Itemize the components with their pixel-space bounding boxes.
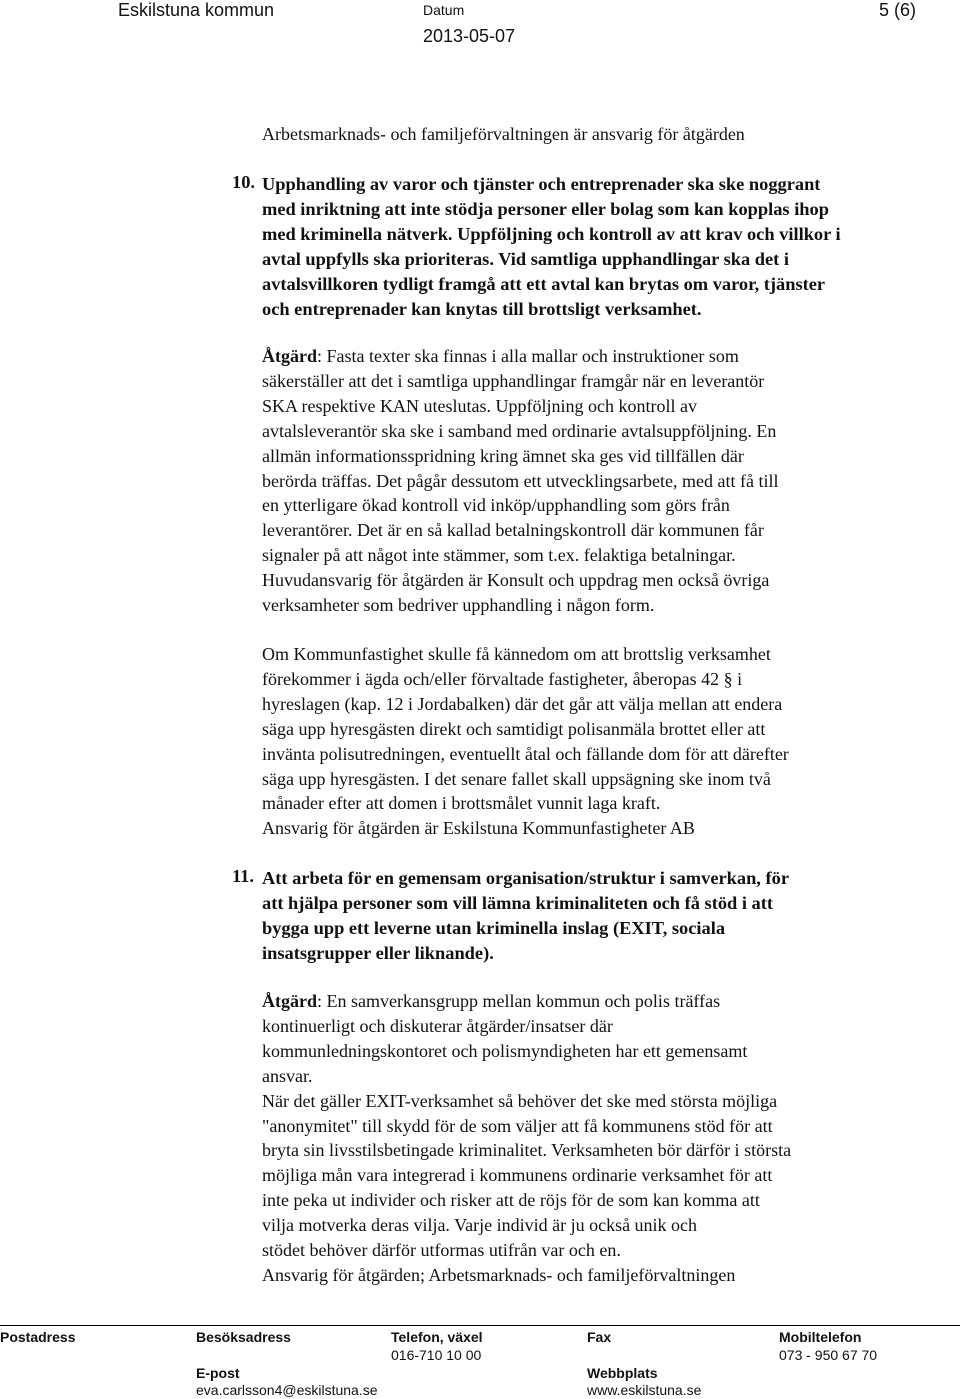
- footer-telefon: 016-710 10 00: [391, 1347, 482, 1363]
- text-line: avtalsleverantör ska ske i samband med ordinarie avtalsuppföljning. En: [262, 420, 777, 441]
- text-line: "anonymitet" till skydd för de som väljer att få kommunens stöd för att: [262, 1115, 773, 1136]
- text-line: bygga upp ett leverne utan kriminella inslag (EXIT, sociala: [262, 917, 726, 938]
- text-line: verksamheter som bedriver upphandling i någon form.: [262, 595, 655, 616]
- footer-telefon-label: Telefon, växel: [391, 1329, 483, 1345]
- text-line: stödet behöver därför utformas utifrån var och en.: [262, 1240, 621, 1261]
- text-line: leverantörer. Det är en så kallad betalningskontroll där kommunen får: [262, 520, 764, 541]
- text-line: berörda träffas. Det pågår dessutom ett utvecklingsarbete, med att få till: [262, 470, 779, 491]
- text-line: allmän informationsspridning kring ämnet ska ges vid tillfällen där: [262, 445, 744, 466]
- text-line: kontinuerligt och diskuterar åtgärder/insatser där: [262, 1015, 613, 1036]
- text-line: vilja motverka deras vilja. Varje individ är ju också unik och: [262, 1215, 698, 1236]
- text-line: och entreprenader kan knytas till brottsligt verksamhet.: [262, 298, 702, 319]
- text-line: hyreslagen (kap. 12 i Jordabalken) där det går att välja mellan att endera: [262, 693, 783, 714]
- text-line: insatsgrupper eller liknande).: [262, 942, 494, 963]
- text-line: med kriminella nätverk. Uppföljning och kontroll av att krav och villkor i: [262, 223, 841, 244]
- footer-webb[interactable]: www.eskilstuna.se: [587, 1382, 702, 1398]
- footer-webb-label: Webbplats: [587, 1365, 658, 1381]
- text-line: Ansvarig för åtgärden är Eskilstuna Kommunfastigheter AB: [262, 818, 695, 839]
- responsible-line-1: Arbetsmarknads- och familjeförvaltningen är ansvarig för åtgärden: [262, 124, 745, 144]
- text-line: möjliga mån vara integrerad i kommunens ordinarie verksamhet för att: [262, 1165, 773, 1186]
- text-line: säkerställer att det i samtliga upphandlingar framgår när en leverantör: [262, 370, 765, 391]
- action-label: Åtgärd: [262, 991, 317, 1011]
- text-line: [262, 989, 922, 1014]
- text-line: Att arbeta för en gemensam organisation/struktur i samverkan, för: [262, 868, 789, 888]
- text-line: bryta sin livsstilsbetingade kriminalitet. Verksamheten bör därför i största: [262, 1140, 792, 1161]
- text-line: avtalsvillkoren tydligt framgå att ett avtal kan brytas om varor, tjänster: [262, 273, 826, 294]
- page-number: 5 (6): [879, 0, 917, 20]
- footer-besoksadress-label: Besöksadress: [196, 1329, 291, 1345]
- text-line: med inriktning att inte stödja personer eller bolag som kan kopplas ihop: [262, 198, 829, 219]
- item-10-text: [262, 172, 922, 321]
- org-name: Eskilstuna kommun: [118, 0, 275, 20]
- item-10-number: 10.: [232, 172, 255, 192]
- text-line: säga upp hyresgästen direkt och samtidigt polisanmäla brottet eller att: [262, 718, 766, 739]
- text-line: Om Kommunfastighet skulle få kännedom om att brottslig verksamhet: [262, 644, 771, 664]
- text-line: inte peka ut individer och risker att de röjs för de som kan komma att: [262, 1190, 760, 1211]
- footer-postadress-label: Postadress: [0, 1329, 76, 1345]
- text-line: kommunledningskontoret och polismyndigheten har ett gemensamt: [262, 1040, 748, 1061]
- item-11-number: 11.: [232, 866, 254, 886]
- footer-mobil: 073 - 950 67 70: [779, 1347, 878, 1363]
- text-line: avtal uppfylls ska prioriteras. Vid samtliga upphandlingar ska det i: [262, 248, 789, 269]
- text-line: förekommer i ägda och/eller förvaltade fastigheter, åberopas 42 § i: [262, 668, 743, 689]
- text-line: Upphandling av varor och tjänster och entreprenader ska ske noggrant: [262, 174, 821, 194]
- footer-epost-label: E-post: [196, 1365, 240, 1381]
- action-text: : Fasta texter ska finnas i alla mallar och instruktioner som: [317, 346, 739, 366]
- text-line: månader efter att domen i brottsmålet vunnit laga kraft.: [262, 793, 661, 814]
- footer-epost[interactable]: eva.carlsson4@eskilstuna.se: [196, 1382, 378, 1398]
- action-10: [262, 344, 922, 618]
- text-line: ansvar.: [262, 1065, 313, 1086]
- text-line: SKA respektive KAN uteslutas. Uppföljning och kontroll av: [262, 395, 697, 416]
- text-line: [262, 344, 922, 369]
- item-11-text: [262, 866, 922, 966]
- action-11: [262, 989, 922, 1288]
- action-text: : En samverkansgrupp mellan kommun och polis träffas: [317, 991, 721, 1011]
- footer-mobil-label: Mobiltelefon: [779, 1329, 862, 1345]
- text-line: säga upp hyresgästen. I det senare fallet skall uppsägning ske inom två: [262, 768, 771, 789]
- text-line: invänta polisutredningen, eventuellt åtal och fällande dom för att därefter: [262, 743, 789, 764]
- text-line: När det gäller EXIT-verksamhet så behöver det ske med största möjliga: [262, 1090, 778, 1111]
- footer-divider: [0, 1325, 960, 1326]
- text-line: Ansvarig för åtgärden; Arbetsmarknads- och familjeförvaltningen: [262, 1264, 736, 1285]
- action-label: Åtgärd: [262, 346, 317, 366]
- date-value: 2013-05-07: [423, 26, 516, 46]
- text-line: en ytterligare ökad kontroll vid inköp/upphandling som görs från: [262, 495, 730, 516]
- text-line: signaler på att något inte stämmer, som t.ex. felaktiga betalningar.: [262, 545, 736, 566]
- footer-fax-label: Fax: [587, 1329, 612, 1345]
- date-label: Datum: [423, 2, 465, 18]
- text-line: Huvudansvarig för åtgärden är Konsult och uppdrag men också övriga: [262, 570, 770, 591]
- kommunfastighet-paragraph: [262, 642, 922, 841]
- text-line: att hjälpa personer som vill lämna kriminaliteten och få stöd i att: [262, 892, 774, 913]
